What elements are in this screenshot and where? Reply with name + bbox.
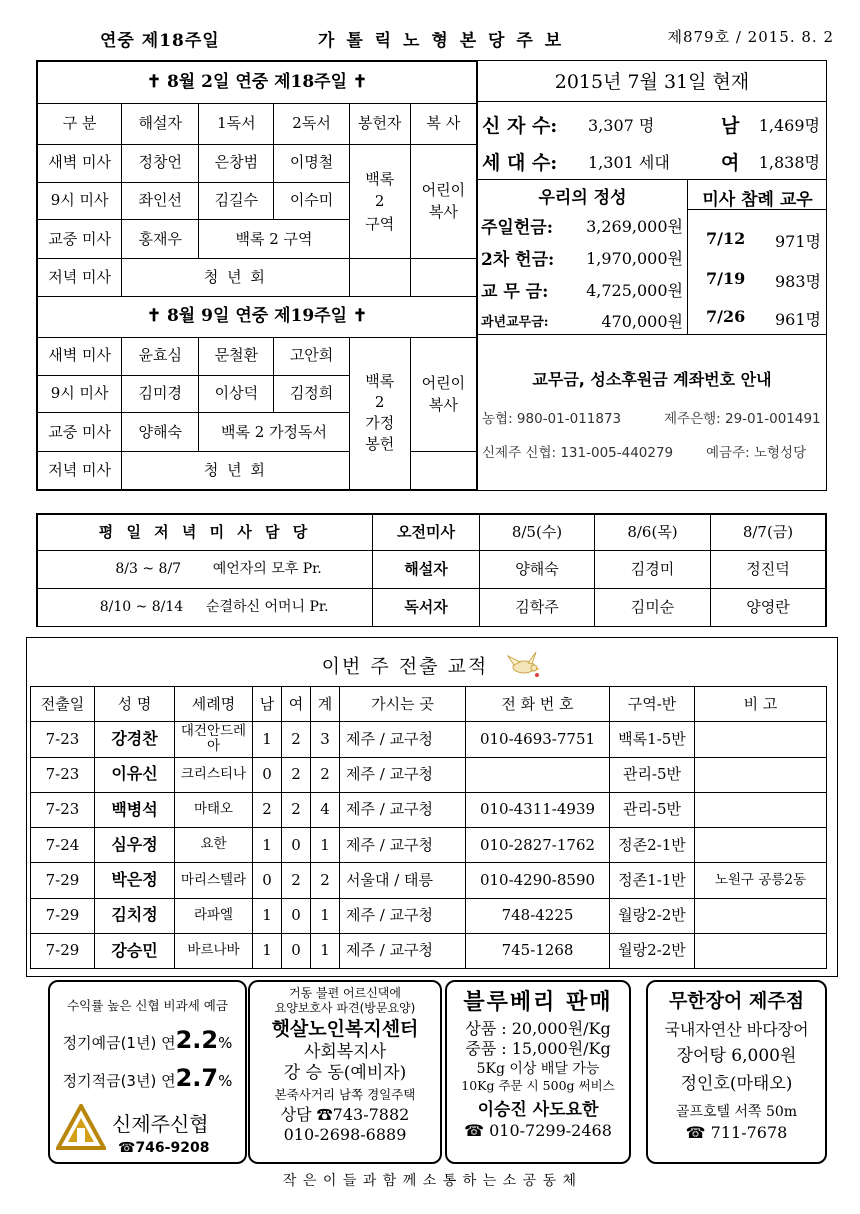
ad-text: 정인호(마태오) (680, 1073, 793, 1094)
mass-label: 교중 미사 (38, 220, 122, 259)
parish-stats (477, 61, 826, 490)
female-count: 1,838명 (758, 153, 820, 172)
transfer-name: 백병석 (95, 792, 175, 827)
phone-number: 748-4225 (466, 898, 610, 933)
ad-text: 강 승 동(예비자) (283, 1063, 407, 1083)
ad-text: 국내자연산 바다장어 (664, 1019, 809, 1039)
week1-title: ✝ 8월 2일 연중 제18주일 ✝ (38, 62, 477, 104)
attendance-count: 961명 (775, 310, 821, 329)
phone-number: 010-4290-8590 (466, 863, 610, 898)
total-count: 4 (311, 792, 340, 827)
attendance-date: 7/12 (706, 229, 746, 248)
dove-icon (506, 650, 542, 685)
ad-credit-union (48, 980, 247, 1164)
male-count: 1,469명 (758, 116, 820, 135)
transfer-col-header: 전출일 (31, 687, 95, 722)
offering-label: 2차 헌금: (481, 250, 555, 270)
households-label: 세 대 수: (482, 152, 558, 174)
phone-number: 010-4693-7751 (466, 722, 610, 757)
ad-name: 이승진 사도요한 (477, 1099, 599, 1120)
weekday-person: 김경미 (595, 551, 711, 589)
female-count: 2 (282, 863, 311, 898)
female-count: 0 (282, 828, 311, 863)
reader1: 이상덕 (199, 375, 274, 413)
district: 백록1-5반 (610, 722, 695, 757)
total-count: 2 (311, 863, 340, 898)
mass-label: 저녁 미사 (38, 452, 122, 490)
transfer-date: 7-23 (31, 792, 95, 827)
remarks (695, 757, 827, 792)
table-row (31, 933, 827, 968)
offering-value: 3,269,000원 (586, 217, 683, 236)
male-count: 2 (253, 792, 282, 827)
destination: 제주 / 교구청 (340, 792, 466, 827)
transfer-col-header: 전 화 번 호 (466, 687, 610, 722)
destination: 제주 / 교구청 (340, 828, 466, 863)
transfer-date: 7-23 (31, 722, 95, 757)
ad-text: 5Kg 이상 배달 가능 (476, 1061, 600, 1078)
transfer-title-text: 이번 주 전출 교적 (321, 655, 489, 678)
ad-text: 상품 : 20,000원/Kg (465, 1018, 611, 1038)
reader1: 은창범 (199, 144, 274, 182)
ad-title: 무한장어 제주점 (668, 990, 805, 1012)
top-section (36, 60, 827, 491)
ad-text: 장어탕 6,000원 (676, 1045, 797, 1066)
transfer-name: 김치정 (95, 898, 175, 933)
weekday-group: 예언자의 모후 Pr. (212, 561, 322, 578)
transfer-name: 강경찬 (95, 722, 175, 757)
remarks (695, 933, 827, 968)
baptismal-name: 크리스티나 (175, 757, 253, 792)
day-header: 8/6(목) (595, 515, 711, 551)
weekday-group: 순결하신 어머니 Pr. (205, 599, 329, 616)
destination: 제주 / 교구청 (340, 722, 466, 757)
phone-number: 010-4311-4939 (466, 792, 610, 827)
transfer-name: 심우정 (95, 828, 175, 863)
offering-box (478, 179, 688, 334)
total-count: 1 (311, 828, 340, 863)
total-count: 2 (311, 757, 340, 792)
ad-text: % (218, 1072, 233, 1090)
ad-phone: 010-2698-6889 (283, 1124, 407, 1144)
baptismal-name: 마태오 (175, 792, 253, 827)
ad-rate: 2.7 (175, 1064, 219, 1092)
remarks (695, 898, 827, 933)
believers-count: 3,307 명 (588, 116, 655, 135)
reader2: 이명철 (274, 144, 349, 182)
female-count: 2 (282, 757, 311, 792)
mass-label: 9시 미사 (38, 375, 122, 413)
stats-date: 2015년 7월 31일 현재 (554, 71, 750, 93)
ad-rate: 2.2 (175, 1026, 219, 1054)
table-row (31, 828, 827, 863)
ad-title: 블루베리 판매 (463, 989, 613, 1015)
weekday-title: 평 일 저 녁 미 사 담 당 (38, 515, 373, 551)
district: 관리-5반 (610, 792, 695, 827)
commentator: 좌인선 (122, 182, 199, 220)
reader2: 김정희 (274, 375, 349, 413)
attendance-date: 7/26 (706, 307, 746, 326)
male-count: 1 (253, 722, 282, 757)
transfer-col-header: 구역-반 (610, 687, 695, 722)
believers-label: 신 자 수: (482, 115, 558, 137)
day-header: 8/7(금) (711, 515, 826, 551)
transfer-col-header: 남 (253, 687, 282, 722)
transfer-name: 강승민 (95, 933, 175, 968)
attendance-box (688, 179, 827, 334)
transfer-date: 7-29 (31, 898, 95, 933)
transfer-name: 이유신 (95, 757, 175, 792)
attendance-title: 미사 참례 교우 (702, 190, 813, 210)
ad-text: 10Kg 주문 시 500g 써비스 (461, 1078, 615, 1094)
table-row (31, 722, 827, 757)
account-title: 교무금, 성소후원금 계좌번호 안내 (532, 370, 772, 389)
credit-union-logo-icon (56, 1104, 106, 1154)
altar-server: 어린이 복사 (410, 337, 476, 451)
baptismal-name: 바르나바 (175, 933, 253, 968)
reader1: 문철환 (199, 337, 274, 375)
destination: 제주 / 교구청 (340, 898, 466, 933)
transfer-table (30, 686, 827, 969)
col-header: 2독서 (274, 103, 349, 144)
total-count: 1 (311, 933, 340, 968)
attendance-count: 971명 (775, 232, 821, 251)
district: 월랑2-2반 (610, 933, 695, 968)
offering-value: 4,725,000원 (586, 281, 683, 300)
female-label: 여 (721, 152, 740, 174)
commentator: 김미경 (122, 375, 199, 413)
male-count: 0 (253, 863, 282, 898)
weekday-person: 김미순 (595, 589, 711, 627)
ad-name: 햇살노인복지센터 (271, 1018, 419, 1040)
baptismal-name: 요한 (175, 828, 253, 863)
commentator: 양해숙 (122, 413, 199, 452)
mass-label: 교중 미사 (38, 413, 122, 452)
offering-value: 1,970,000원 (586, 249, 683, 268)
baptismal-name: 라파엘 (175, 898, 253, 933)
readers: 백록 2 구역 (199, 220, 349, 259)
col-header: 구 분 (38, 103, 122, 144)
transfer-col-header: 세례명 (175, 687, 253, 722)
offering-label: 교 무 금: (481, 282, 549, 302)
bulletin-title: 가 톨 릭 노 형 본 당 주 보 (318, 31, 565, 51)
male-count: 1 (253, 898, 282, 933)
weekday-person: 김학주 (480, 589, 595, 627)
ad-text: 골프호텔 서쪽 50m (675, 1103, 798, 1120)
offering-label: 주일헌금: (481, 218, 553, 238)
female-count: 2 (282, 792, 311, 827)
attendance-count: 983명 (775, 272, 821, 291)
offering-label: 과년교무금: (481, 315, 549, 330)
account-line: 예금주: 노형성당 (706, 445, 807, 461)
ad-phone: ☎ 711-7678 (685, 1123, 788, 1143)
day-header: 8/5(수) (480, 515, 595, 551)
ad-blueberry (445, 980, 631, 1164)
col-header: 봉헌자 (349, 103, 410, 144)
remarks (695, 792, 827, 827)
account-line: 농협: 980-01-011873 (482, 411, 622, 427)
altar-server: 어린이 복사 (410, 144, 476, 258)
remarks (695, 828, 827, 863)
total-count: 1 (311, 898, 340, 933)
weekday-mass-table (36, 513, 827, 627)
offering-value: 470,000원 (601, 312, 683, 331)
baptismal-name: 대건안드레아 (175, 722, 253, 757)
male-count: 1 (253, 828, 282, 863)
commentator: 홍재우 (122, 220, 199, 259)
offering-title: 우리의 정성 (538, 188, 627, 208)
mass-schedule (37, 61, 477, 490)
reader2: 고안희 (274, 337, 349, 375)
weekday-role: 해설자 (373, 551, 480, 589)
transfer-col-header: 비 고 (695, 687, 827, 722)
district: 정존2-1반 (610, 828, 695, 863)
destination: 서울대 / 태릉 (340, 863, 466, 898)
transfer-name: 박은정 (95, 863, 175, 898)
ad-welfare-center (248, 980, 442, 1164)
transfer-col-header: 계 (311, 687, 340, 722)
mass-label: 새벽 미사 (38, 337, 122, 375)
transfer-date: 7-23 (31, 757, 95, 792)
transfer-title (27, 650, 837, 685)
transfer-col-header: 여 (282, 687, 311, 722)
footer-slogan: 작 은 이 들 과 함 께 소 통 하 는 소 공 동 체 (282, 1173, 578, 1189)
transfer-date: 7-24 (31, 828, 95, 863)
issue-number: 제879호 / 2015. 8. 2 (667, 28, 834, 46)
mass-label: 저녁 미사 (38, 259, 122, 297)
table-row (31, 863, 827, 898)
bulletin-week-label: 연중 제18주일 (100, 31, 220, 51)
destination: 제주 / 교구청 (340, 757, 466, 792)
readers: 백록 2 가정독서 (199, 413, 349, 452)
weekday-person: 정진덕 (711, 551, 826, 589)
col-header: 1독서 (199, 103, 274, 144)
ad-name: 신제주신협 (112, 1112, 209, 1136)
ad-phone: ☎746-9208 (118, 1140, 210, 1156)
weekday-person: 양해숙 (480, 551, 595, 589)
weekday-period: 8/3 ~ 8/7 (115, 561, 182, 578)
ad-text: 요양보호사 파견(방문요양) (274, 1001, 416, 1015)
total-count: 3 (311, 722, 340, 757)
ad-text: 수익률 높은 신협 비과세 예금 (67, 998, 228, 1013)
ad-text: 거동 불편 어르신댁에 (289, 986, 401, 1000)
readers: 청 년 회 (122, 259, 349, 297)
district: 정존1-1반 (610, 863, 695, 898)
baptismal-name: 마리스텔라 (175, 863, 253, 898)
phone-number: 010-2827-1762 (466, 828, 610, 863)
ad-text: 사회복지사 (303, 1041, 387, 1062)
female-count: 2 (282, 722, 311, 757)
transfer-date: 7-29 (31, 933, 95, 968)
commentator: 정창언 (122, 144, 199, 182)
morning-mass-label: 오전미사 (373, 515, 480, 551)
male-count: 0 (253, 757, 282, 792)
male-label: 남 (721, 115, 740, 137)
households-count: 1,301 세대 (588, 153, 670, 172)
weekday-role: 독서자 (373, 589, 480, 627)
readers: 청 년 회 (122, 452, 349, 490)
ad-phone: ☎ 010-7299-2468 (464, 1120, 612, 1140)
ad-text: 본죽사거리 남쪽 경일주택 (274, 1087, 416, 1103)
ad-text: 정기예금(1년) 연 (62, 1034, 176, 1052)
weekday-person: 양영란 (711, 589, 826, 627)
commentator: 윤효심 (122, 337, 199, 375)
male-count: 1 (253, 933, 282, 968)
female-count: 0 (282, 898, 311, 933)
week2-title: ✝ 8월 9일 연중 제19주일 ✝ (38, 296, 477, 337)
destination: 제주 / 교구청 (340, 933, 466, 968)
ad-eel-restaurant (646, 980, 827, 1164)
reader1: 김길수 (199, 182, 274, 220)
mass-label: 새벽 미사 (38, 144, 122, 182)
female-count: 0 (282, 933, 311, 968)
account-line: 제주은행: 29-01-001491 (664, 411, 821, 427)
table-row (31, 757, 827, 792)
table-row (31, 898, 827, 933)
remarks (695, 722, 827, 757)
ad-text: 중품 : 15,000원/Kg (465, 1039, 611, 1059)
reader2: 이수미 (274, 182, 349, 220)
account-line: 신제주 신협: 131-005-440279 (482, 445, 674, 461)
phone-number (466, 757, 610, 792)
table-row (31, 792, 827, 827)
remarks: 노원구 공릉2동 (695, 863, 827, 898)
mass-label: 9시 미사 (38, 182, 122, 220)
ad-text: 정기적금(3년) 연 (62, 1072, 176, 1090)
district: 관리-5반 (610, 757, 695, 792)
ad-text: % (218, 1034, 233, 1052)
col-header: 복 사 (410, 103, 476, 144)
phone-number: 745-1268 (466, 933, 610, 968)
ad-phone: 상담 ☎743-7882 (280, 1104, 410, 1124)
attendance-date: 7/19 (706, 269, 746, 288)
weekday-period: 8/10 ~ 8/14 (99, 599, 184, 616)
transfer-col-header: 가시는 곳 (340, 687, 466, 722)
offertory: 백록 2 구역 (349, 144, 410, 258)
district: 월랑2-2반 (610, 898, 695, 933)
offertory: 백록 2 가정 봉헌 (349, 337, 410, 489)
col-header: 해설자 (122, 103, 199, 144)
transfer-date: 7-29 (31, 863, 95, 898)
transfer-col-header: 성 명 (95, 687, 175, 722)
